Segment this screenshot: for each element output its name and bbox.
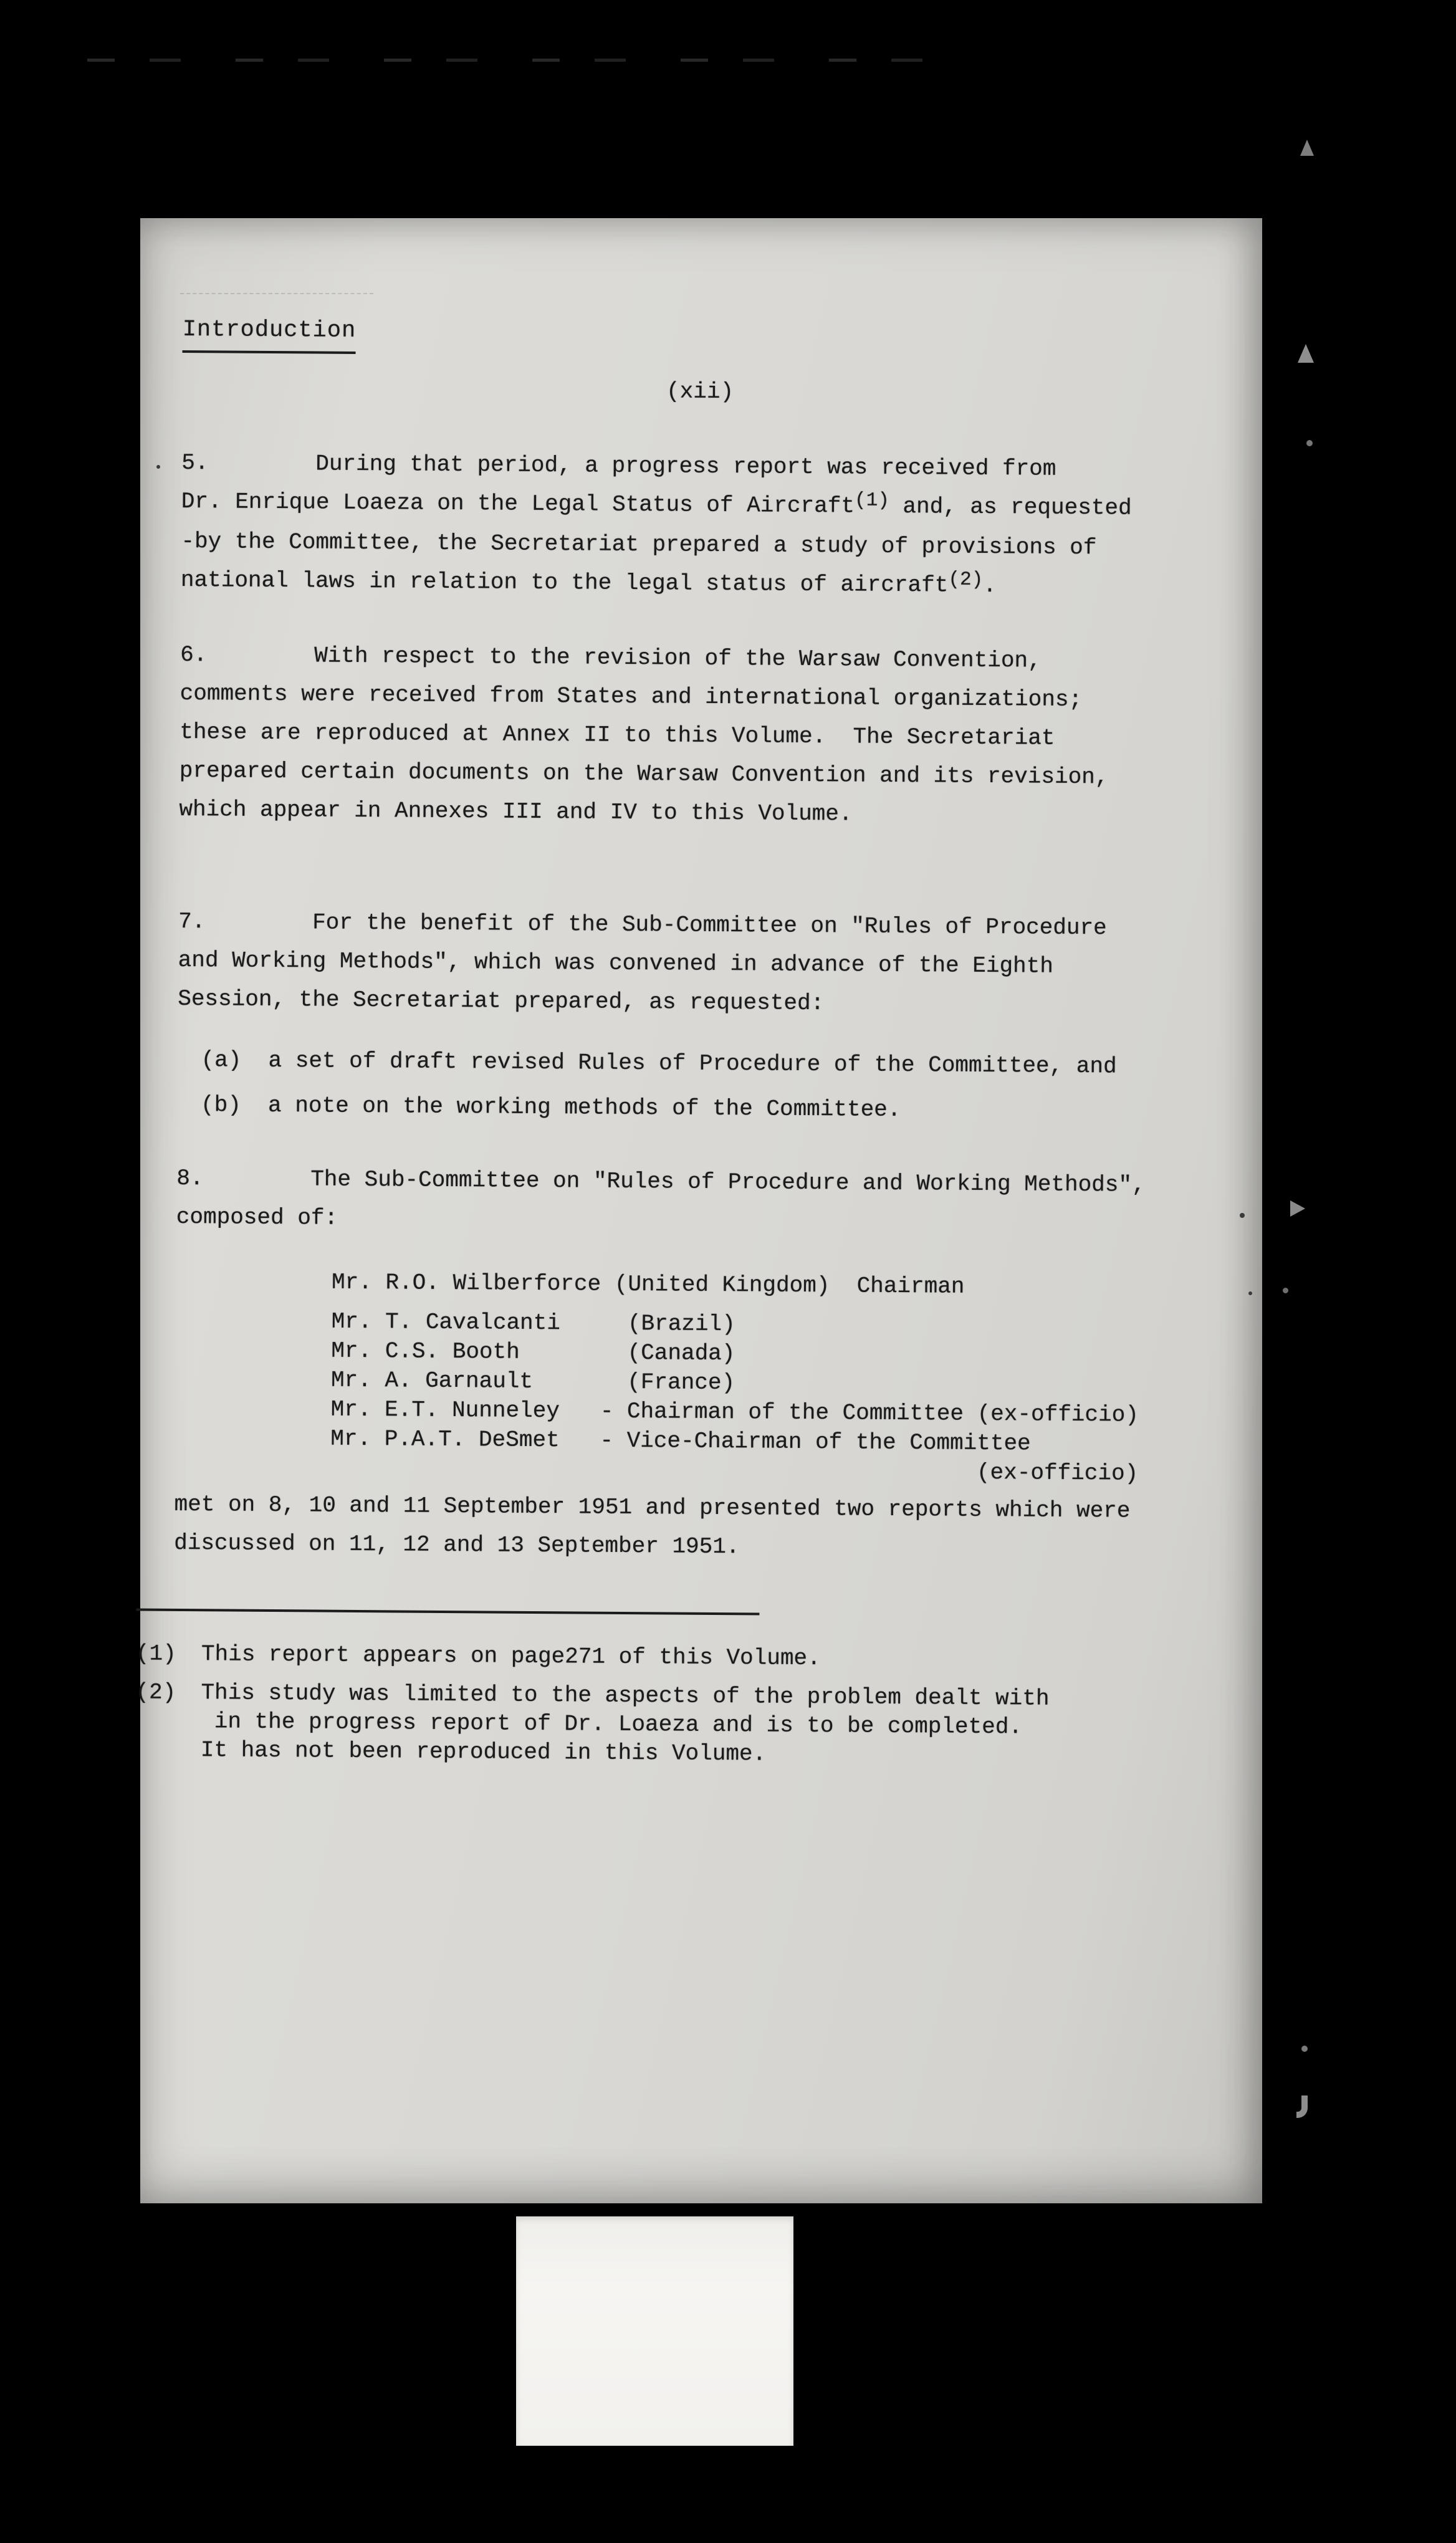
footnote-number: (2) xyxy=(135,1679,176,1705)
member-row: Mr. C.S. Booth (Canada) xyxy=(331,1338,735,1367)
footnote-2 xyxy=(135,1679,1209,1772)
list-item-b: (b) a note on the working methods of the Committee. xyxy=(200,1092,901,1123)
page-number: (xii) xyxy=(666,378,734,405)
member-row: Mr. R.O. Wilberforce (United Kingdom) Chairman xyxy=(331,1269,965,1300)
member-row: Mr. A. Garnault (France) xyxy=(330,1367,735,1396)
document-page xyxy=(135,218,1262,2203)
film-artifact-triangle-icon xyxy=(1298,344,1314,363)
film-artifact-dot xyxy=(1306,440,1313,446)
member-row: Mr. P.A.T. DeSmet - Vice-Chairman of the Committee xyxy=(330,1425,1031,1457)
paragraph-number: 5. xyxy=(181,449,209,476)
film-artifact-dot xyxy=(1283,1288,1288,1293)
film-frame-tab xyxy=(516,2216,793,2446)
film-artifact-hook xyxy=(1296,2095,1308,2118)
page-content xyxy=(135,310,1219,1772)
paragraph-8-closing: met on 8, 10 and 11 September 1951 and presented two reports which were discussed on 11, 12 and 13 September 1951. xyxy=(174,1491,1131,1560)
list-item-a: (a) a set of draft revised Rules of Procedure of the Committee, and xyxy=(201,1047,1117,1080)
ink-speck xyxy=(1248,1291,1252,1295)
footnote-number: (1) xyxy=(135,1640,176,1667)
film-artifact-arrow-icon xyxy=(1290,1200,1305,1217)
footnote-ref-2: (2) xyxy=(948,568,984,591)
member-row: Mr. E.T. Nunneley - Chairman of the Committee (ex-officio) xyxy=(330,1396,1139,1428)
paragraph-text: During that period, a progress report was received from Dr. Enrique Loaeza on the Legal Status of Aircraft xyxy=(181,451,1056,519)
paragraph-text: The Sub-Committee on "Rules of Procedure and Working Methods", composed of: xyxy=(176,1166,1146,1231)
footnote-ref-1: (1) xyxy=(854,489,890,512)
paragraph-number: 6. xyxy=(180,641,208,668)
ink-speck xyxy=(1240,1213,1245,1218)
paragraph-text: For the benefit of the Sub-Committee on "Rules of Procedure and Working Methods", which was convened in advance of the Eighth Session, the Secretariat prepared, as requested: xyxy=(178,909,1107,1017)
paragraph-text: . xyxy=(983,572,997,599)
film-artifact-triangle-icon xyxy=(1300,140,1314,156)
paragraph-7 xyxy=(178,903,1214,1026)
faint-pencil-line xyxy=(180,293,373,294)
footnote-1 xyxy=(136,1640,1209,1676)
member-row-continuation: (ex-officio) xyxy=(330,1455,1139,1487)
footnote-separator-rule xyxy=(136,1609,759,1616)
committee-member-list xyxy=(330,1268,1212,1489)
paragraph-number: 8. xyxy=(176,1165,204,1192)
footnote-text: This report appears on page271 of this Volume. xyxy=(201,1641,821,1672)
paragraph-number: 7. xyxy=(178,908,206,935)
paragraph-6 xyxy=(179,636,1216,836)
footnote-text: This study was limited to the aspects of the problem dealt with in the progress report of Dr. Loaeza and is to be completed. It has not been reproduced in this Volume. xyxy=(200,1680,1050,1767)
paragraph-8 xyxy=(176,1159,1213,1244)
member-row: Mr. T. Cavalcanti (Brazil) xyxy=(331,1308,735,1338)
section-heading: Introduction xyxy=(183,310,357,354)
paragraph-5 xyxy=(181,444,1218,608)
film-artifact-dot xyxy=(1301,2046,1308,2052)
paragraph-text: With respect to the revision of the Warsaw Convention, comments were received from States and international organizations; these are reproduced at Annex II to this Volume. The Secretariat prepared certain documents on the Warsaw Convention and its revision, which appear in Annexes III and IV to this Volume. xyxy=(179,643,1109,827)
ink-speck xyxy=(156,465,160,469)
paragraph-text: and, as requested -by the Committee, the Secretariat prepared a study of provisions of national laws in relation to the legal status of aircraft xyxy=(180,493,1132,598)
film-scratch-marks xyxy=(87,59,935,62)
